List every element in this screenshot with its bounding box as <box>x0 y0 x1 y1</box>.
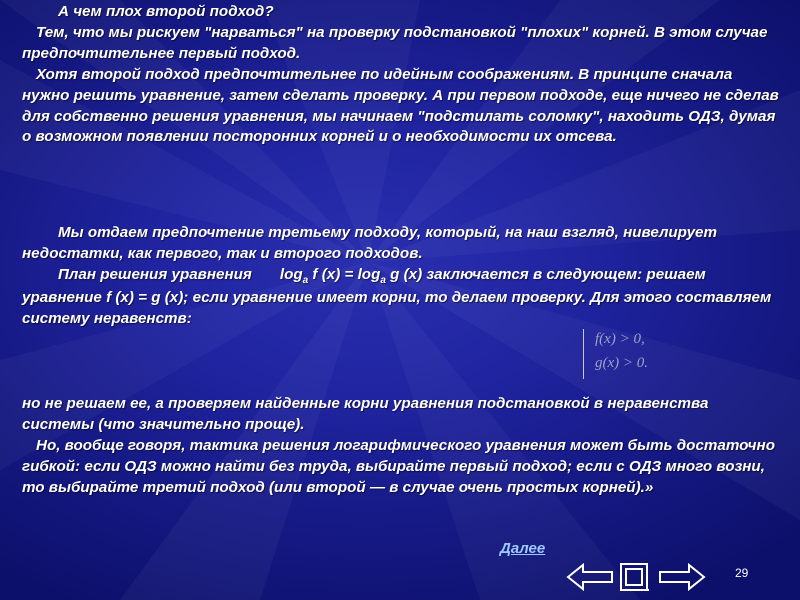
question-paragraph <box>22 2 782 23</box>
text-block-top <box>22 2 782 148</box>
plan-start: План решения уравнения <box>58 265 252 283</box>
page-number: 29 <box>735 566 749 580</box>
system-brace <box>583 329 590 379</box>
check-text: но не решаем ее, а проверяем найденные корни уравнения подстановкой в неравенства системы (что значительно проще). <box>22 395 709 433</box>
inequality-2: g(x) > 0. <box>595 355 649 371</box>
tactics-text: Но, вообще говоря, тактика решения логарифмического уравнения может быть достаточно гибкой: если ОДЗ можно найти без труда, выбирайте первый подход; если с ОДЗ много возни, то выбирайте третий подход (или второй — в случае очень простых корней).» <box>22 436 775 496</box>
third-approach-paragraph <box>22 223 782 265</box>
answer-paragraph <box>22 23 782 65</box>
answer-text: Тем, что мы рискуем "нарваться" на проверку подстановкой "плохих" корней. В этом случае предпочтительнее первый подход. <box>22 23 768 62</box>
second-approach-paragraph <box>22 65 782 149</box>
check-paragraph <box>22 394 782 436</box>
log-text: log <box>279 265 303 283</box>
text-block-bottom <box>22 394 782 499</box>
second-approach-text: Хотя второй подход предпочтительнее по идейным соображениям. В принципе сначала нужно решить уравнение, затем сделать проверку. А при первом подходе, еще ничего не сделав для собственно решения уравнения, мы начинаем "подстилать соломку", находить ОДЗ, думая о возможном появлении посторонних корней и о необходимости их отсева. <box>22 65 779 146</box>
next-link[interactable]: Далее <box>500 540 546 557</box>
log-base-2: a <box>380 274 386 286</box>
log-base-1: a <box>302 274 309 286</box>
question-text: А чем плох второй подход? <box>58 3 274 20</box>
stop-square-icon[interactable] <box>618 562 652 594</box>
arrow-left-icon[interactable] <box>566 562 614 594</box>
text-block-middle <box>22 223 782 330</box>
arrow-right-icon[interactable] <box>658 562 706 594</box>
plan-rest: g (x) заключается в следующем: решаем уравнение f (x) = g (x); если уравнение имеет корни, то делаем проверку. Для этого составляем систему неравенств: <box>22 265 772 327</box>
tactics-paragraph <box>22 436 782 499</box>
inequality-1: f(x) > 0, <box>595 331 645 347</box>
plan-paragraph <box>22 265 782 330</box>
third-approach-text: Мы отдаем предпочтение третьему подходу, который, на наш взгляд, нивелирует недостатки, как первого, так и второго подходов. <box>22 224 717 262</box>
plan-equation: f (x) = log <box>308 265 381 283</box>
inequality-system <box>583 329 683 381</box>
